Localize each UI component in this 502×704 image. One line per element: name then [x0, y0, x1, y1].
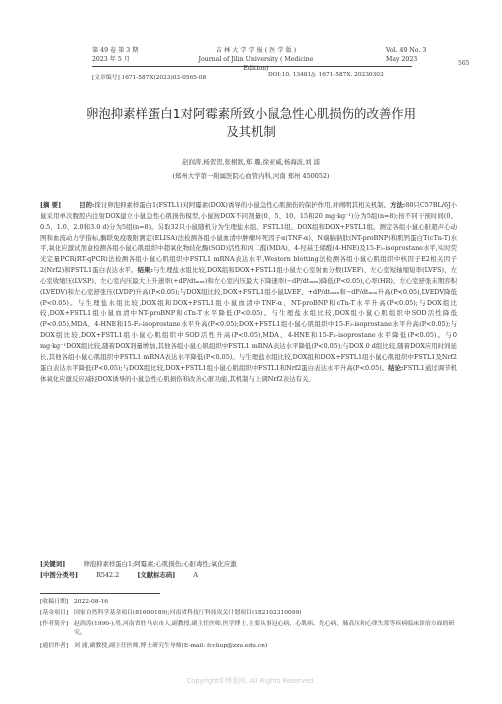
article-id: [文章编号] 1671-587X(2023)03-0565-08 [92, 75, 207, 81]
journal-name-chinese: 吉 林 大 学 学 报 ( 医 学 版 ) [215, 47, 297, 54]
footnote-label: [通信作者] [40, 643, 69, 649]
volume-issue-text: 第 49 卷 第 3 期 [92, 47, 139, 54]
author-list: 赵润涛,杨贺贺,张栩欽,郑 璐,徐亚威,杨海波,刘 浦 [182, 158, 320, 166]
journal-name-english: Journal of Jilin University ( Medicine Edition) [198, 56, 314, 72]
clc-label: [中图分类号] [40, 571, 79, 579]
conclusion-label: 结论: [388, 363, 404, 372]
keywords [40, 559, 237, 568]
footnote-text: 赵润涛(1990-),男,河南省驻马店市人,副教授,副主任医师,医学博士,主要从事冠心病、心肌病、先心病、肺高压和心律失常等疾病临床诊治方面的研究。 [74, 621, 455, 636]
footnote-rule [40, 593, 160, 594]
footnote-text: 刘 浦,副教授,副主任医师,博士研究生导师(E-mail: fccliup@zzu.edu.cn) [74, 643, 268, 649]
paper-title-line2: 及其机制 [226, 124, 276, 139]
methods-label: 方法: [390, 201, 406, 209]
header-rule [92, 66, 412, 67]
abstract-label: [摘 要] [40, 201, 62, 209]
date-english: May 2023 [386, 56, 418, 63]
objective-text: 探讨卵泡抑素样蛋白1(FSTL1)对阿霉素(DOX)诱导的小鼠急性心肌损伤的保护作用,并阐明其相关机制。 [94, 201, 391, 209]
objective-label: 目的: [79, 201, 95, 209]
page-number: 565 [458, 60, 470, 67]
footnote-text: 2022-08-16 [74, 599, 108, 605]
paper-title-line1: 卵泡抑素样蛋白1对阿霉素所致小鼠急性心肌损伤的改善作用 [85, 106, 417, 121]
keywords-label: [关键词] [40, 560, 66, 568]
doc-code-label: [文献标志码] [137, 571, 176, 579]
copyright-watermark: Copyright©博看网. All Rights Reserved. [186, 677, 316, 685]
classification [40, 570, 198, 579]
clc-value: R542.2 [96, 571, 120, 579]
journal-name [186, 46, 326, 73]
conclusion-text: FSTL1通过调节机体氧化应激反应减轻DOX诱导的小鼠急性心肌损伤和改善心脏功能,其机制与上调Nrf2表达有关。 [40, 363, 457, 383]
affiliation: (郑州大学第一附属医院心血管内科,河南 郑州 450052) [172, 172, 330, 180]
footnote-text: 国家自然科学基金项目(81600189);河南省科技厅科技攻关计划项目(182102310099) [74, 610, 302, 616]
volume-number-english: Vol. 49 No. 3 [386, 47, 427, 54]
footnote-label: [作者简介] [40, 621, 69, 627]
keywords-text: 卵泡抑素样蛋白1;阿霉素;心肌损伤;心脏毒性;氧化应激 [83, 560, 237, 568]
results-text: 与生理盐水组比较,DOX组和DOX+FSTL1组小鼠左心室射血分数(LVEF)、左心室短轴缩短率(LVFS)、左心室收缩压(LVSP)、左心室内压最大上升速率(+dP/dtₘₐₓ)和左心室内压最大下降速率(−dP/dtₘₐₓ)降低(P<0.05),心率(HR)、左心室舒张末期容积(LVEDV)和左心室舒张压(LVDP)升高(P<0.05);与DOX组比较,DOX+FSTL1组小鼠LVEF、+dP/dtₘₐₓ和−dP/dtₘₐₓ升高(P<0.05),LVEDV降低(P<0.05)。与生理盐水组比较,DOX组和DOX+FSTL1组小鼠血清中TNF-α、NT-proBNP和cTn-T水平升高(P<0.05);与DOX组比较,DOX+FSTL1组小鼠血清中NT-proBNP和cTn-T水平降低(P<0.05)。与生理盐水组比较,DOX组小鼠心肌组织中SOD活性降低(P<0.05),MDA、4-HNE和15-F₂-isoprostane水平升高(P<0.05);DOX+FSTL1组小鼠心肌组织中15-F₂-isoprostane水平升高(P<0.05);与DOX组比较,DOX+FSTL1组小鼠心肌组织中SOD活性升高(P<0.05),MDA、4-HNE和15-F₂-isoprostane水平降低(P<0.05)。与0 mg·kg⁻¹DOX组比较,随着DOX剂量增加,其他各组小鼠心肌组织中FSTL1 mRNA表达水平降低(P<0.05);与DOX 0 d组比较,随着DOX应用时间延长,其他各组小鼠心肌组织中FSTL1 mRNA表达水平降低(P<0.05)。与生理盐水组比较,DOX组和DOX+FSTL1组小鼠心肌组织中FSTL1及Nrf2蛋白表达水平降低(P<0.05);与DOX组比较,DOX+FSTL1组小鼠心肌组织中FSTL1和Nrf2蛋白表达水平升高(P<0.05)。 [40, 266, 458, 372]
abstract [40, 200, 457, 384]
journal-volume-english [386, 46, 426, 64]
footnote-label: [基金项目] [40, 610, 69, 616]
publication-date: 2023 年 5 月 [92, 56, 130, 63]
methods-text: 80只C57BL/6J小鼠采用单次腹腔内注射DOX建立小鼠急性心肌损伤模型,小鼠按DOX不同剂量(0、5、10、15和20 mg·kg⁻¹)分为5组(n=8);按不同干预时间(0、0.5、1.0、2.0和3.0 d)分为5组(n=8)。另取32只小鼠随机分为生理盐水组、FSTL1组、DOX组和DOX+FSTL1组。测定各组小鼠心脏超声心动图和血流动力学指标,酶联免疫吸附测定(ELISA)法检测各组小鼠血清中肿瘤坏死因子α(TNF-α)、N端脑钠肽(NT-proBNP)和肌钙蛋白T(cTn-T)水平,氧化应激试剂盒检测各组小鼠心肌组织中超氧化物歧化酶(SOD)活性和丙二醛(MDA)、4-羟基壬烯醛(4-HNE)及15-F₂-isoprostane水平,实时荧光定量PCR(RT-qPCR)法检测各组小鼠心肌组织中FSTL1 mRNA表达水平,Western blotting法检测各组小鼠心肌组织中核因子E2相关因子2(Nrf2)和FSTL1蛋白表达水平。 [40, 201, 457, 275]
journal-volume-issue [92, 46, 138, 64]
footnote-label: [收稿日期] [40, 599, 69, 605]
doi: DOI:10. 13481/j. 1671-587X. 20230303 [268, 72, 384, 78]
results-label: 结果: [137, 266, 153, 275]
doc-code-value: A [193, 571, 199, 579]
